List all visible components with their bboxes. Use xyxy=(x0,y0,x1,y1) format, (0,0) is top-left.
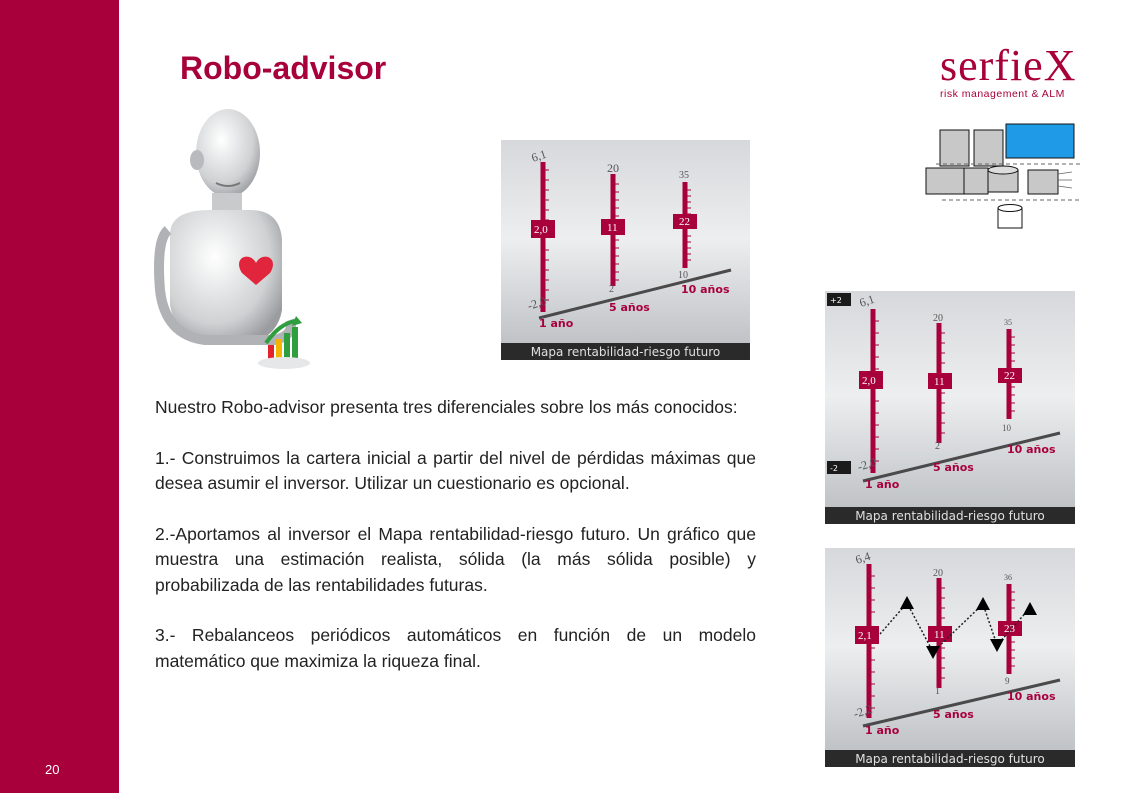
horizon-5: 5 años xyxy=(609,301,650,314)
bar-chart-icon xyxy=(268,345,274,359)
risk-map-panel-2 xyxy=(825,291,1075,524)
triangle-up-icon xyxy=(1023,602,1037,615)
scale1-bottom: -2,0 xyxy=(855,454,878,474)
risk-map-panel-1 xyxy=(501,140,750,360)
scale1-bottom: -2,0 xyxy=(525,293,548,313)
risk-map-panel-3 xyxy=(825,548,1075,767)
scale2-top: 20 xyxy=(933,313,943,324)
horizon-1: 1 año xyxy=(865,724,900,737)
triangle-up-icon xyxy=(900,596,914,609)
diagram-box xyxy=(964,168,988,194)
scale1-top: 6,4 xyxy=(853,548,873,567)
scale3-top: 35 xyxy=(1004,318,1012,327)
diagram-box xyxy=(926,168,964,194)
scale2-top: 20 xyxy=(933,568,943,579)
robot-illustration xyxy=(150,105,320,375)
diagram-box xyxy=(1028,170,1058,194)
risk-map-drawing xyxy=(501,140,750,360)
robot-head xyxy=(196,109,260,197)
scale3-bottom: 10 xyxy=(1002,423,1011,433)
robot-torso xyxy=(170,210,282,345)
panel-caption: Mapa rentabilidad-riesgo futuro xyxy=(530,345,721,359)
risk-map-drawing xyxy=(825,548,1075,767)
paragraph-intro: Nuestro Robo-advisor presenta tres diferenciales sobre los más conocidos: xyxy=(155,397,738,417)
scale1-bottom: -2,2 xyxy=(851,701,874,721)
horizon-10: 10 años xyxy=(1007,690,1056,703)
scale1-top: 6,1 xyxy=(857,291,877,310)
scale1-value: 2,1 xyxy=(858,630,872,642)
panel-caption: Mapa rentabilidad-riesgo futuro xyxy=(855,752,1045,766)
scale3-top: 35 xyxy=(679,170,689,181)
logo-word: serfieX xyxy=(940,41,1077,90)
body-text xyxy=(155,395,756,699)
page-number: 20 xyxy=(45,762,60,777)
horizon-5: 5 años xyxy=(933,461,974,474)
scale1-top: 6,1 xyxy=(529,146,549,165)
horizon-1: 1 año xyxy=(539,317,574,330)
triangle-down-icon xyxy=(990,639,1004,652)
scale3-value: 23 xyxy=(1004,623,1015,635)
diagram-box xyxy=(940,130,969,166)
panel-caption: Mapa rentabilidad-riesgo futuro xyxy=(855,509,1045,523)
paragraph-2: 2.-Aportamos al inversor el Mapa rentabilidad-riesgo futuro. Un gráfico que muestra una estimación realista, sólida (la más sólida posible) y probabilizada de las rentabilidades futuras. xyxy=(155,523,756,595)
scale3-bottom: 9 xyxy=(1005,676,1010,686)
scale2-value: 11 xyxy=(934,376,945,388)
scale1-value: 2,0 xyxy=(534,224,548,236)
scale3-value: 22 xyxy=(1004,370,1015,382)
scale3-value: 22 xyxy=(679,216,690,228)
scale2-bottom: 2 xyxy=(935,441,940,452)
minus-button-label: -2 xyxy=(830,464,838,473)
horizon-5: 5 años xyxy=(933,708,974,721)
scale2-bottom: 2 xyxy=(609,284,614,295)
scale3-bottom: 10 xyxy=(678,270,688,281)
paragraph-1: 1.- Construimos la cartera inicial a partir del nivel de pérdidas máximas que desea asumir el inversor. Utilizar un cuestionario es opcional. xyxy=(155,447,756,493)
architecture-diagram xyxy=(922,122,1088,232)
horizon-10: 10 años xyxy=(1007,443,1056,456)
risk-map-drawing xyxy=(825,291,1075,524)
horizon-1: 1 año xyxy=(865,478,900,491)
paragraph-3: 3.- Rebalanceos periódicos automáticos en función de un modelo matemático que maximiza la riqueza final. xyxy=(155,625,756,671)
horizon-10: 10 años xyxy=(681,283,730,296)
scale2-value: 11 xyxy=(934,629,945,641)
scale2-value: 11 xyxy=(607,222,618,234)
scale1-value: 2,0 xyxy=(862,375,876,387)
scale2-top: 20 xyxy=(607,161,619,175)
plus-button-label: +2 xyxy=(830,296,842,305)
scale2-bottom: 1 xyxy=(935,686,940,697)
diagram-screen-box xyxy=(1006,124,1074,158)
scale3-top: 36 xyxy=(1004,573,1012,582)
left-band xyxy=(0,0,119,793)
diagram-box xyxy=(974,130,1003,166)
logo-subtitle: risk management & ALM xyxy=(940,88,1065,100)
page-title: Robo-advisor xyxy=(180,50,387,86)
triangle-up-icon xyxy=(976,597,990,610)
serfiex-logo xyxy=(940,41,1090,106)
